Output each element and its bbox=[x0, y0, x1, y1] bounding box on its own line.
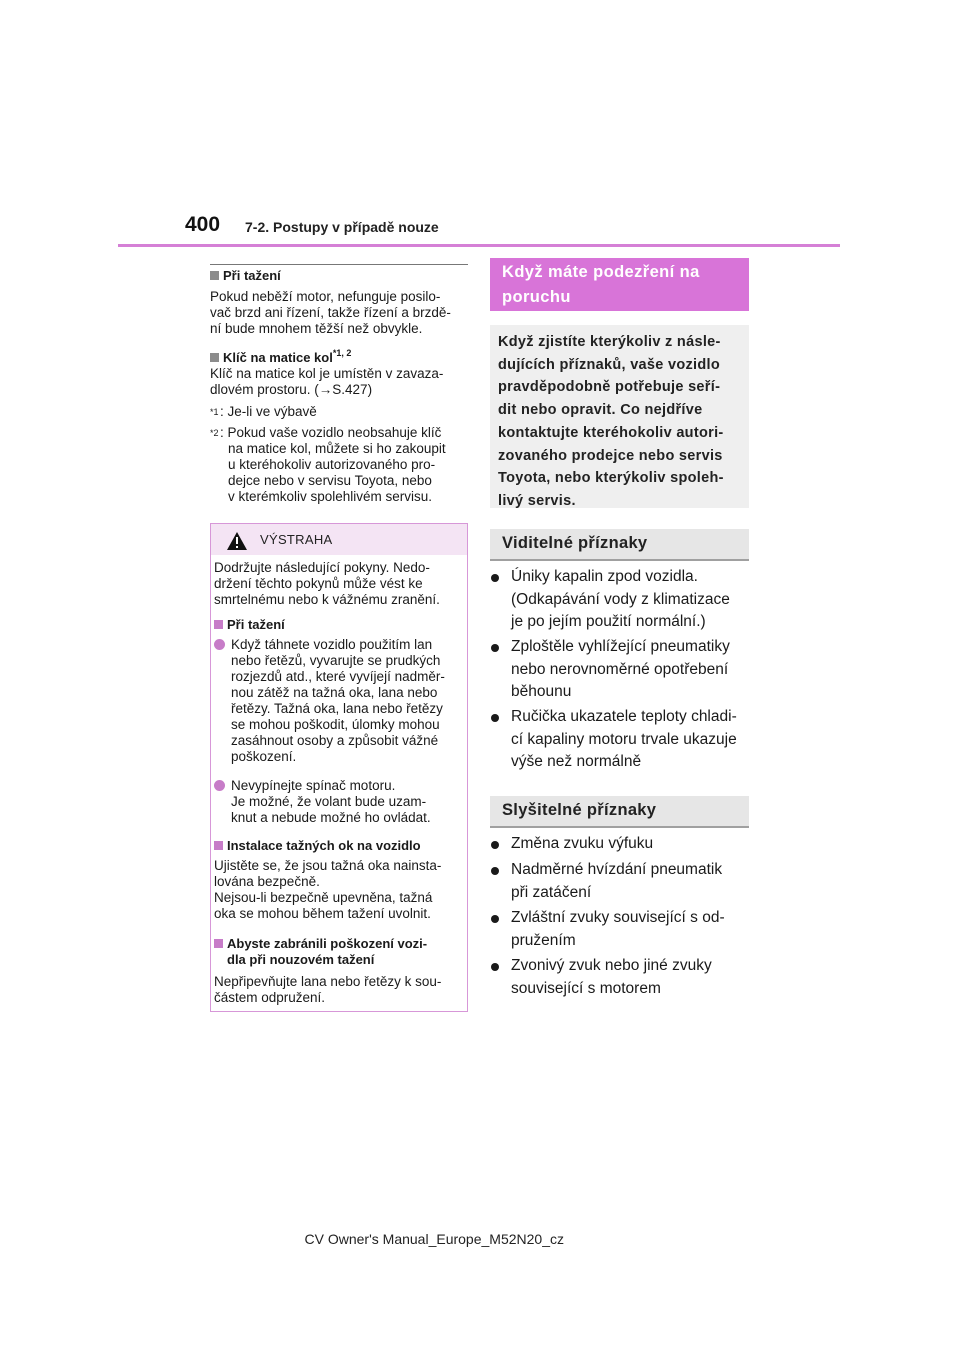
square-bullet-icon bbox=[210, 271, 219, 280]
section-title: 7-2. Postupy v případě nouze bbox=[245, 219, 439, 235]
warning-instalace-text: Ujistěte se, že jsou tažná oka nainsta- lována bezpečně. Nejsou-li bezpečně upevněna, tažná oka se mohou během tažení uvolnit. bbox=[214, 858, 442, 921]
bullet-icon bbox=[491, 714, 499, 722]
warning-heading-pri-tazeni: Při tažení bbox=[214, 617, 285, 633]
visible-item-2: Zploštěle vyhlížející pneumatiky nebo nerovnoměrné opotřebení běhounu bbox=[491, 636, 753, 704]
suspicion-heading: Když máte podezření na poruchu bbox=[502, 263, 700, 306]
visible-symptoms-heading: Viditelné příznaky bbox=[502, 534, 648, 552]
warning-title: VÝSTRAHA bbox=[260, 532, 333, 547]
warning-header bbox=[211, 524, 467, 555]
square-bullet-icon bbox=[214, 841, 223, 850]
footnote-2: $^{*2}$ : Pokud vaše vozidlo neobsahuje klíč na matice kol, můžete si ho zakoupit u kteréhokoliv autorizovaného pro- dejce nebo v servisu Toyota, nebo v kterémkoliv spolehlivém servisu. bbox=[210, 425, 446, 504]
heading-klic: Klíč na matice kol$^{*1, 2}$ bbox=[210, 345, 351, 366]
header-rule bbox=[118, 244, 840, 247]
square-bullet-icon bbox=[214, 939, 223, 948]
warning-intro: Dodržujte následující pokyny. Nedo- držení těchto pokynů může vést ke smrtelnému nebo k vážnému zranění. bbox=[214, 560, 440, 607]
bullet-icon bbox=[491, 915, 499, 923]
warning-heading-instalace: Instalace tažných ok na vozidlo bbox=[214, 838, 421, 854]
square-bullet-icon bbox=[214, 620, 223, 629]
warning-triangle-icon bbox=[226, 531, 248, 551]
audible-symptoms-heading: Slyšitelné příznaky bbox=[502, 801, 657, 819]
audible-item-1: Změna zvuku výfuku bbox=[491, 833, 753, 856]
bullet-icon bbox=[491, 867, 499, 875]
warning-bullet-1: Když táhnete vozidlo použitím lan nebo řetězů, vyvarujte se prudkých rozjezdů atd., které vyvíjejí nadměr- nou zátěž na tažná oka, lana nebo řetězy. Tažná oka, lana nebo řetězy se mohou poškodit, úlomky mohou zasáhnout osoby a způsobit vážné poškození. bbox=[214, 637, 468, 769]
intro-gray-box-text: Když zjistíte kterýkoliv z násle- dujících příznaků, vaše vozidlo pravděpodobně potřebuje seří- dit nebo opravit. Co nejdříve kontaktujte kteréhokoliv autori- zovaného prodejce nebo servis Toyota, nebo kterýkoliv spoleh- livý servis. bbox=[498, 334, 724, 509]
warning-bullet-2: Nevypínejte spínač motoru. Je možné, že volant bude uzam- knut a nebude možné ho ovládat. bbox=[214, 778, 468, 828]
page-number: 400 bbox=[185, 213, 221, 236]
audible-item-3: Zvláštní zvuky související s od- pružením bbox=[491, 907, 753, 952]
heading-pri-tazeni: Při tažení bbox=[210, 268, 281, 284]
klic-text: Klíč na matice kol je umístěn v zavaza- dlovém prostoru. (→S.427) bbox=[210, 366, 444, 397]
circle-bullet-icon bbox=[214, 780, 225, 791]
footer-text: CV Owner's Manual_Europe_M52N20_cz bbox=[304, 1231, 564, 1247]
square-bullet-icon bbox=[210, 353, 219, 362]
warning-heading-abyste: Abyste zabránili poškození vozi- dla při nouzovém tažení bbox=[214, 936, 468, 968]
visible-item-3: Ručička ukazatele teploty chladi- cí kapaliny motoru trvale ukazuje výše než normálně bbox=[491, 706, 753, 774]
audible-item-2: Nadměrné hvízdání pneumatik při zatáčení bbox=[491, 859, 753, 904]
circle-bullet-icon bbox=[214, 639, 225, 650]
audible-item-4: Zvonivý zvuk nebo jiné zvuky související s motorem bbox=[491, 955, 753, 1000]
bullet-icon bbox=[491, 841, 499, 849]
bullet-icon bbox=[491, 574, 499, 582]
footnote-1: $^{*1}$ : Je-li ve výbavě bbox=[210, 404, 317, 419]
visible-item-1: Úniky kapalin zpod vozidla. (Odkapávání vody z klimatizace je po jejím použití normální.) bbox=[491, 566, 753, 634]
bullet-icon bbox=[491, 963, 499, 971]
bullet-icon bbox=[491, 644, 499, 652]
pri-tazeni-text: Pokud neběží motor, nefunguje posilo- vač brzd ani řízení, takže řízení a brzdě- ní bude mnohem těžší než obvykle. bbox=[210, 289, 451, 336]
warning-abyste-text: Nepřipevňujte lana nebo řetězy k sou- částem odpružení. bbox=[214, 974, 442, 1005]
left-top-rule bbox=[210, 264, 468, 265]
